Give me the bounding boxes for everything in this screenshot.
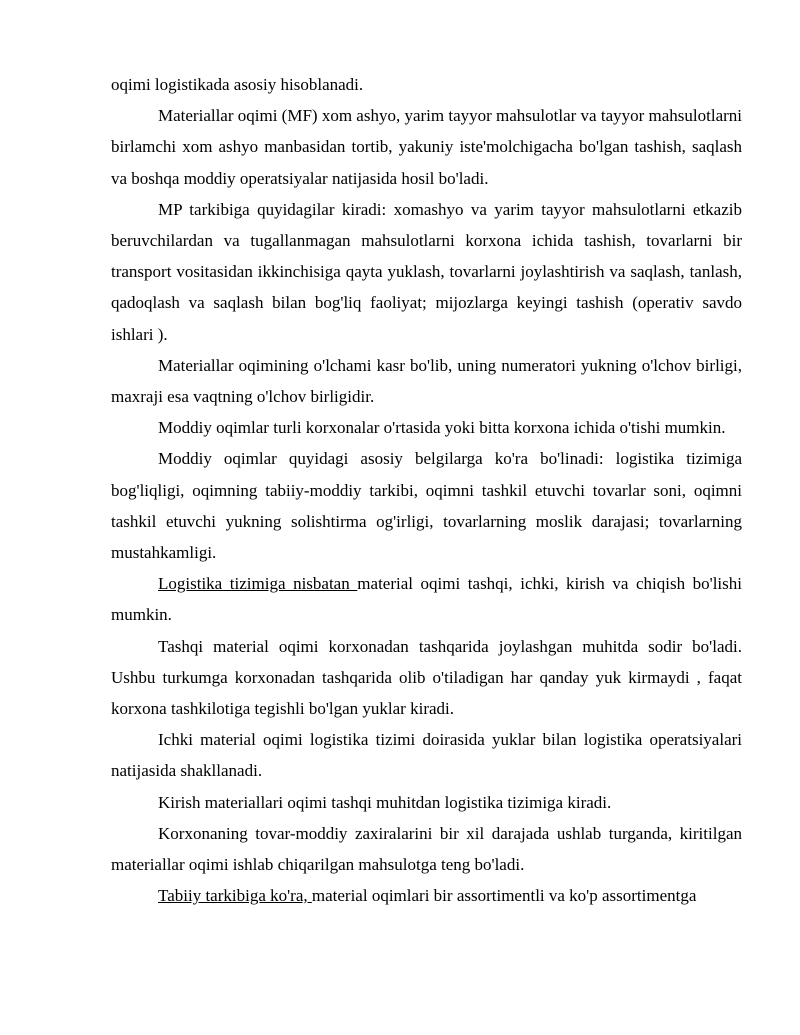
paragraph-text: Moddiy oqimlar turli korxonalar o'rtasida yoki bitta korxona ichida o'tishi mumkin. [158,418,726,438]
underlined-heading-phrase: Logistika tizimiga nisbatan [158,574,358,594]
paragraph-text: Moddiy oqimlar quyidagi asosiy belgilarga ko'ra bo'linadi: logistika tizimiga bog'liqligi, oqimning tabiiy-moddiy tarkibi, oqimni tashkil etuvchi tovarlar soni, oqimni tashkil etuvchi yukning solishtirma og'irligi, tovarlarning moslik darajasi; tovarlarning mustahkamligi. [111,449,742,563]
paragraph [111,724,742,786]
paragraph [111,631,742,725]
paragraph [111,412,742,443]
paragraph [111,818,742,880]
paragraph-text: material oqimlari bir assortimentli va ko'p assortimentga [311,886,697,906]
paragraph [111,880,742,911]
paragraph [111,443,742,568]
paragraph-text: oqimi logistikada asosiy hisoblanadi. [111,75,364,94]
paragraph-text: material oqimi tashqi, ichki, kirish va chiqish bo'lishi mumkin. [111,574,742,625]
paragraph [111,350,742,412]
paragraph [111,69,742,100]
paragraph-text: Materiallar oqimining o'lchami kasr bo'lib, uning numeratori yukning o'lchov birligi, maxraji esa vaqtning o'lchov birligidir. [111,355,742,407]
paragraph-text: Kirish materiallari oqimi tashqi muhitdan logistika tizimiga kiradi. [158,792,612,812]
paragraph [111,787,742,818]
paragraph-text: Tashqi material oqimi korxonadan tashqarida joylashgan muhitda sodir bo'ladi. Ushbu turkumga korxonadan tashqarida olib o'tiladigan har qanday yuk kirmaydi , faqat korxona tashkilotiga tegishli bo'lgan yuklar kiradi. [111,636,742,719]
underlined-heading-phrase: Tabiiy tarkibiga ko'ra, [158,886,312,906]
paragraph-text: Materiallar oqimi (MF) xom ashyo, yarim tayyor mahsulotlar va tayyor mahsulotlarni birlamchi xom ashyo manbasidan tortib, yakuniy iste'molchigacha bo'lgan tashish, saqlash va boshqa moddiy operatsiyalar natijasida hosil bo'ladi. [111,106,743,188]
paragraph [111,194,742,350]
paragraph [111,100,742,194]
paragraph-text: Ichki material oqimi logistika tizimi doirasida yuklar bilan logistika operatsiyalari natijasida shakllanadi. [111,730,742,781]
paragraph-text: MP tarkibiga quyidagilar kiradi: xomashyo va yarim tayyor mahsulotlarni etkazib beruvchilardan va tugallanmagan mahsulotlarni korxona ichida tashish, tovarlarni bir transport vositasidan ikkinchisiga qayta yuklash, tovarlarni joylashtirish va saqlash, tanlash, qadoqlash va saqlash bilan bog'liq faoliyat; mijozlarga keyingi tashish (operativ savdo ishlari ). [111,199,742,344]
paragraph-text: Korxonaning tovar-moddiy zaxiralarini bir xil darajada ushlab turganda, kiritilgan materiallar oqimi ishlab chiqarilgan mahsulotga teng bo'ladi. [111,823,742,875]
document-body [111,69,742,911]
paragraph [111,568,742,630]
